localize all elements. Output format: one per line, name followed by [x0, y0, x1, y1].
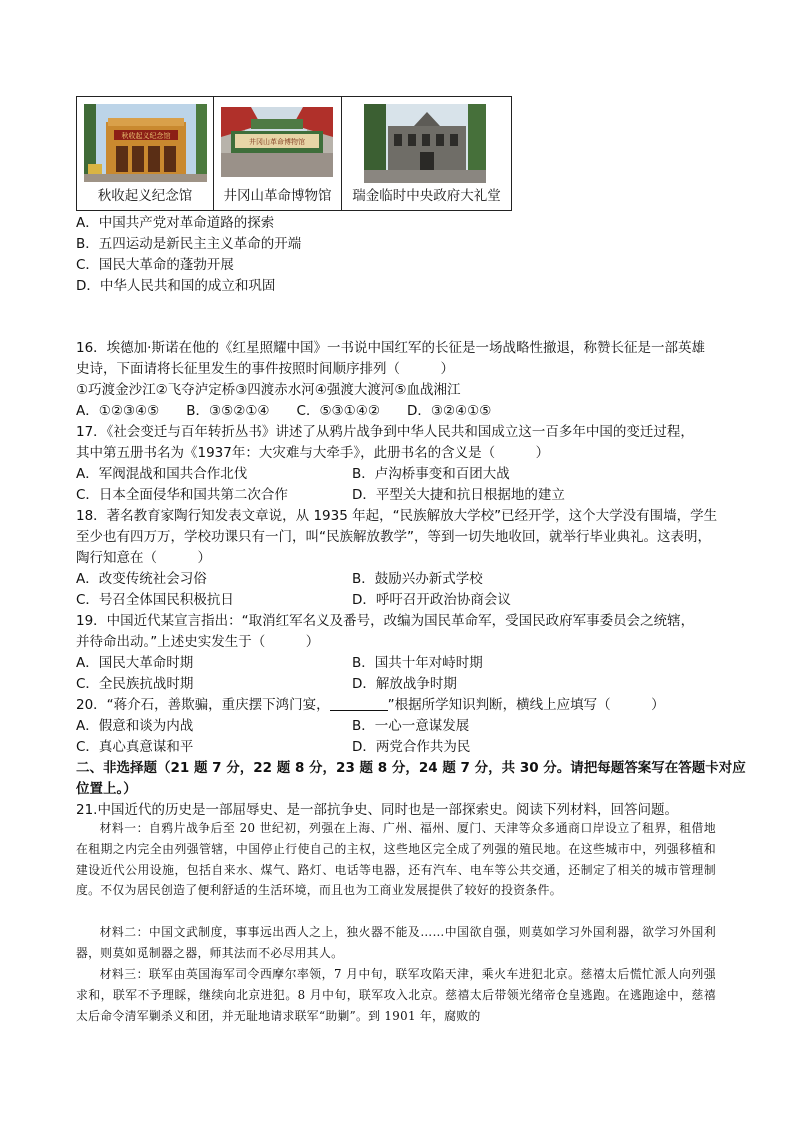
photo-caption: 秋收起义纪念馆: [97, 188, 193, 204]
q17-stem-line2: 其中第五册书名为《1937年：大灾难与大牵手》，此册书名的含义是（ ）: [76, 445, 550, 461]
q16-events: ①巧渡金沙江②飞夺泸定桥③四渡赤水河④强渡大渡河⑤血战湘江: [76, 382, 461, 398]
q18-option-d: D．呼吁召开政治协商会议: [352, 592, 511, 608]
ruijin-auditorium-image: [364, 104, 486, 183]
q18-option-b: B．鼓励兴办新式学校: [352, 571, 483, 587]
q17-option-b: B．卢沟桥事变和百团大战: [352, 466, 510, 482]
q15-option-d: D．中华人民共和国的成立和巩固: [76, 278, 276, 294]
q15-option-b: B．五四运动是新民主主义革命的开端: [76, 236, 302, 252]
q16-stem-line2: 史诗，下面请将长征里发生的事件按照时间顺序排列（ ）: [76, 361, 454, 377]
q20-option-b: B．一心一意谋发展: [352, 718, 470, 734]
photo-caption: 井冈山革命博物馆: [223, 188, 332, 204]
q20-blank: [330, 696, 388, 711]
q19-option-d: D．解放战争时期: [352, 676, 457, 692]
q20-option-c: C．真心真意谋和平: [76, 739, 194, 755]
q19-stem-line2: 并待命出动。”上述史实发生于（ ）: [76, 634, 320, 650]
q19-option-c: C．全民族抗战时期: [76, 676, 194, 692]
section2-heading-line2: 位置上。）: [76, 781, 137, 797]
jinggangshan-museum-image: [221, 107, 333, 177]
q19-option-b: B．国共十年对峙时期: [352, 655, 483, 671]
photo-cell-jinggangshan: [214, 97, 342, 210]
q20-option-a: A．假意和谈为内战: [76, 718, 194, 734]
q17-option-d: D．平型关大捷和抗日根据地的建立: [352, 487, 565, 503]
photo-cell-autumn-harvest: [77, 97, 214, 210]
q17-option-a: A．军阀混战和国共合作北伐: [76, 466, 248, 482]
section2-heading-line1: 二、非选择题（21 题 7 分，22 题 8 分，23 题 8 分，24 题 7 分，共 30 分。请把每题答案写在答题卡对应: [76, 760, 746, 776]
q21-stem: 21.中国近代的历史是一部屈辱史、是一部抗争史、同时也是一部探索史。阅读下列材料，回答问题。: [76, 802, 678, 818]
autumn-harvest-memorial-image: [84, 104, 207, 182]
q18-option-c: C．号召全体国民积极抗日: [76, 592, 234, 608]
photo-cell-ruijin: [342, 97, 511, 210]
q15-option-c: C．国民大革命的蓬勃开展: [76, 257, 234, 273]
jinggangshan-sign-text: 井冈山革命博物馆: [249, 138, 305, 146]
q20-stem: [76, 695, 665, 715]
autumn-harvest-sign-text: 秋收起义纪念馆: [121, 132, 171, 140]
q16-options: A．①②③④⑤ B．③⑤②①④ C．⑤③①④② D．③②④①⑤: [76, 403, 492, 419]
q20-stem-pre: 20．“蒋介石，善欺骗，重庆摆下鸿门宴，: [76, 697, 330, 713]
q20-option-d: D．两党合作共为民: [352, 739, 471, 755]
q21-material1: 材料一：自鸦片战争后至 20 世纪初，列强在上海、广州、福州、厦门、天津等众多通商口岸设立了租界，租借地在租期之内完全由列强管辖，中国停止行使自己的主权，这些地区完全成了列强的殖民地。在这些城市中，列强移植和建设近代公用设施，包括自来水、煤气、路灯、电话等电器，还有汽车、电车等公共交通，还制定了相关的城市管理制度。不仅为居民创造了便利舒适的生活环境，而且也为工商业发展提供了较好的投资条件。: [76, 821, 716, 898]
photo-caption: 瑞金临时中央政府大礼堂: [352, 188, 501, 204]
q16-stem-line1: 16．埃德加·斯诺在他的《红星照耀中国》一书说中国红军的长征是一场战略性撤退，称赞长征是一部英雄: [76, 340, 705, 356]
q21-material3: 材料三：联军由英国海军司令西摩尔率领，7 月中旬，联军攻陷天津，乘火车进犯北京。慈禧太后慌忙派人向列强求和，联军不予理睬，继续向北京进犯。8 月中旬，联军攻入北京。慈禧太后带领光绪帝仓皇逃跑。在逃跑途中，慈禧太后命令清军剿杀义和团，并无耻地请求联军“助剿”。到 1901 年，腐败的: [76, 967, 716, 1023]
q19-option-a: A．国民大革命时期: [76, 655, 194, 671]
photo-table: [76, 96, 512, 211]
q18-stem-line3: 陶行知意在（ ）: [76, 550, 211, 566]
q17-option-c: C．日本全面侵华和国共第二次合作: [76, 487, 288, 503]
q21-material2: 材料二：中国文武制度，事事远出西人之上，独火器不能及……中国欲自强，则莫如学习外国利器，欲学习外国利器，则莫如觅制器之器，师其法而不必尽用其人。: [76, 925, 716, 960]
q18-stem-line2: 至少也有四万万，学校功课只有一门，叫“民族解放教学”，等到一切失地收回，就举行毕业典礼。这表明，: [76, 529, 711, 545]
q18-option-a: A．改变传统社会习俗: [76, 571, 207, 587]
q20-stem-post: ”根据所学知识判断，横线上应填写（ ）: [387, 697, 665, 713]
q15-option-a: A．中国共产党对革命道路的探索: [76, 215, 275, 231]
q18-stem-line1: 18．著名教育家陶行知发表文章说，从 1935 年起，“民族解放大学校”已经开学，这个大学没有围墙，学生: [76, 508, 718, 524]
q17-stem-line1: 17．《社会变迁与百年转折丛书》讲述了从鸦片战争到中华人民共和国成立这一百多年中国的变迁过程，: [76, 424, 694, 440]
q19-stem-line1: 19．中国近代某宣言指出：“取消红军名义及番号，改编为国民革命军，受国民政府军事委员会之统辖，: [76, 613, 695, 629]
